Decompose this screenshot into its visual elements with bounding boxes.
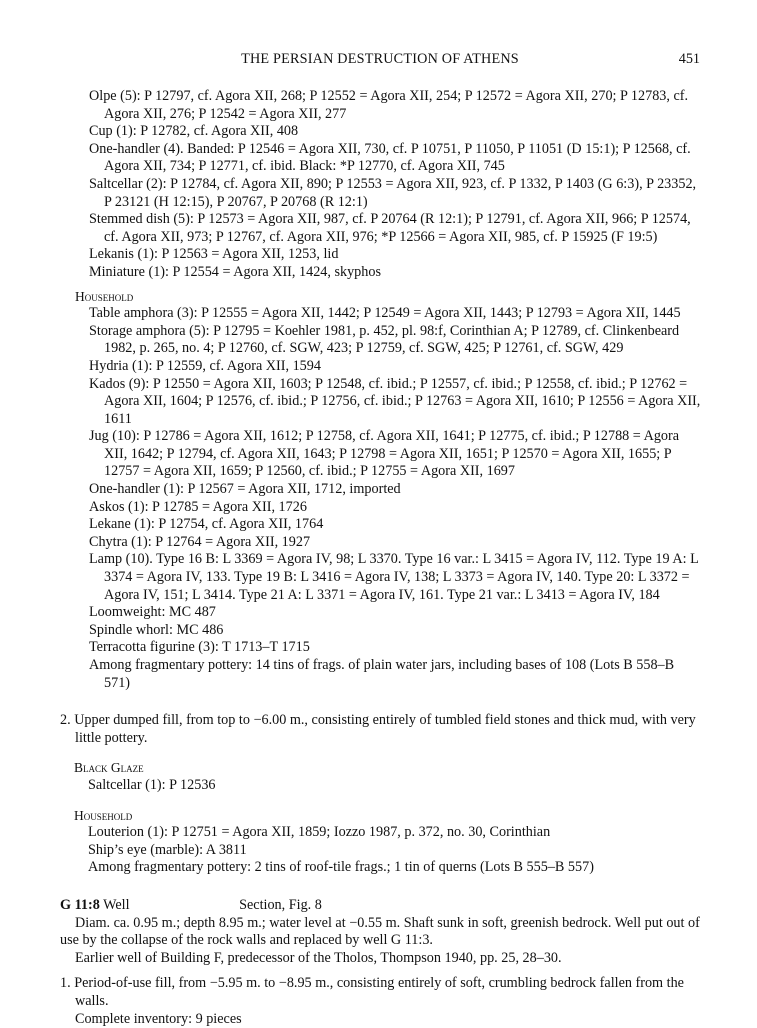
list-item: Table amphora (3): P 12555 = Agora XII, 1442; P 12549 = Agora XII, 1443; P 12793 = Agora XII, 1445 [89, 305, 702, 323]
household-heading: Household [75, 288, 702, 306]
list-item: Lekane (1): P 12754, cf. Agora XII, 1764 [89, 516, 702, 534]
list-item: Chytra (1): P 12764 = Agora XII, 1927 [89, 534, 702, 552]
list-item: Spindle whorl: MC 486 [89, 622, 702, 640]
list-item: Cup (1): P 12782, cf. Agora XII, 408 [89, 123, 702, 141]
running-title: THE PERSIAN DESTRUCTION OF ATHENS [60, 51, 700, 68]
list-item: Hydria (1): P 12559, cf. Agora XII, 1594 [89, 358, 702, 376]
list-item: One-handler (4). Banded: P 12546 = Agora XII, 730, cf. P 10751, P 11050, P 11051 (D 15:1); P 12568, cf. Agora XII, 734; P 12771, cf. ibid. Black: *P 12770, cf. Agora XII, 745 [89, 141, 702, 176]
list-item: Louterion (1): P 12751 = Agora XII, 1859; Iozzo 1987, p. 372, no. 30, Corinthian [88, 824, 702, 842]
black-glaze-heading: Black Glaze [74, 759, 702, 777]
list-item: Saltcellar (2): P 12784, cf. Agora XII, 890; P 12553 = Agora XII, 923, cf. P 1332, P 1403 (G 6:3), P 23352, P 23121 (H 12:15), P 20767, P 20768 (R 12:1) [89, 176, 702, 211]
inventory-text: Complete inventory: 9 pieces [60, 1011, 702, 1028]
deposit-heading [60, 897, 702, 915]
list-item: Ship’s eye (marble): A 3811 [88, 842, 702, 860]
deposit-code: G 11:8 [60, 897, 100, 913]
deposit-2-contents [74, 747, 702, 877]
list-item: Askos (1): P 12785 = Agora XII, 1726 [89, 499, 702, 517]
list-item: Lekanis (1): P 12563 = Agora XII, 1253, lid [89, 246, 702, 264]
list-item: Miniature (1): P 12554 = Agora XII, 1424, skyphos [89, 264, 702, 282]
list-item: Loomweight: MC 487 [89, 604, 702, 622]
list-item: Lamp (10). Type 16 B: L 3369 = Agora IV, 98; L 3370. Type 16 var.: L 3415 = Agora IV, 112. Type 19 A: L 3374 = Agora IV, 133. Type 19 B: L 3416 = Agora IV, 138; L 3373 = Agora IV, 140. Type 20: L 3372 = Agora IV, 151; L 3414. Type 21 A: L 3371 = Agora IV, 161. Type 21 var.: L 3413 = Agora IV, 184 [89, 551, 702, 604]
page-number: 451 [679, 51, 700, 68]
deposit-section-ref: Section, Fig. 8 [239, 897, 322, 913]
deposit-type: Well [103, 897, 129, 913]
black-glaze-list-2 [88, 777, 702, 795]
list-item: Olpe (5): P 12797, cf. Agora XII, 268; P 12552 = Agora XII, 254; P 12572 = Agora XII, 270; P 12783, cf. Agora XII, 276; P 12542 = Agora XII, 277 [89, 88, 702, 123]
list-item: Stemmed dish (5): P 12573 = Agora XII, 987, cf. P 20764 (R 12:1); P 12791, cf. Agora XII, 966; P 12574, cf. Agora XII, 973; P 12767, cf. Agora XII, 976; *P 12566 = Agora XII, 985, cf. P 15925 (F 19:5) [89, 211, 702, 246]
list-item: Terracotta figurine (3): T 1713–T 1715 [89, 639, 702, 657]
deposit-history: Earlier well of Building F, predecessor of the Tholos, Thompson 1940, pp. 25, 28–30. [60, 950, 702, 968]
list-item: One-handler (1): P 12567 = Agora XII, 1712, imported [89, 481, 702, 499]
list-item: Saltcellar (1): P 12536 [88, 777, 702, 795]
body-text [60, 88, 702, 1028]
running-head [60, 51, 700, 71]
list-item: Among fragmentary pottery: 2 tins of roof-tile frags.; 1 tin of querns (Lots B 555–B 557) [88, 859, 702, 877]
fill-1-text: 1. Period-of-use fill, from −5.95 m. to −8.95 m., consisting entirely of soft, crumbling bedrock fallen from the walls. [60, 975, 702, 1010]
household-list [89, 305, 702, 692]
list-item: Jug (10): P 12786 = Agora XII, 1612; P 12758, cf. Agora XII, 1641; P 12775, cf. ibid.; P 12788 = Agora XII, 1642; P 12794, cf. Agora XII, 1643; P 12798 = Agora XII, 1651; P 12570 = Agora XII, 1655; P 12757 = Agora XII, 1659; P 12560, cf. ibid.; P 12755 = Agora XII, 1697 [89, 428, 702, 481]
list-item: Storage amphora (5): P 12795 = Koehler 1981, p. 452, pl. 98:f, Corinthian A; P 12789, cf. Clinkenbeard 1982, p. 265, no. 4; P 12760, cf. SGW, 423; P 12759, cf. SGW, 425; P 12761, cf. SGW, 429 [89, 323, 702, 358]
deposit-2-text: 2. Upper dumped fill, from top to −6.00 m., consisting entirely of tumbled field stones and thick mud, with very little pottery. [60, 712, 702, 747]
list-item: Kados (9): P 12550 = Agora XII, 1603; P 12548, cf. ibid.; P 12557, cf. ibid.; P 12558, cf. ibid.; P 12762 = Agora XII, 1604; P 12576, cf. ibid.; P 12756, cf. ibid.; P 12763 = Agora XII, 1610; P 12556 = Agora XII, 1611 [89, 376, 702, 429]
household-heading-2: Household [74, 807, 702, 825]
black-glaze-list [89, 88, 702, 282]
household-list-2 [88, 824, 702, 877]
deposit-description: Diam. ca. 0.95 m.; depth 8.95 m.; water level at −0.55 m. Shaft sunk in soft, greenish bedrock. Well put out of use by the collapse of the rock walls and replaced by well G 11:3. [60, 915, 702, 950]
list-item: Among fragmentary pottery: 14 tins of frags. of plain water jars, including bases of 108 (Lots B 558–B 571) [89, 657, 702, 692]
